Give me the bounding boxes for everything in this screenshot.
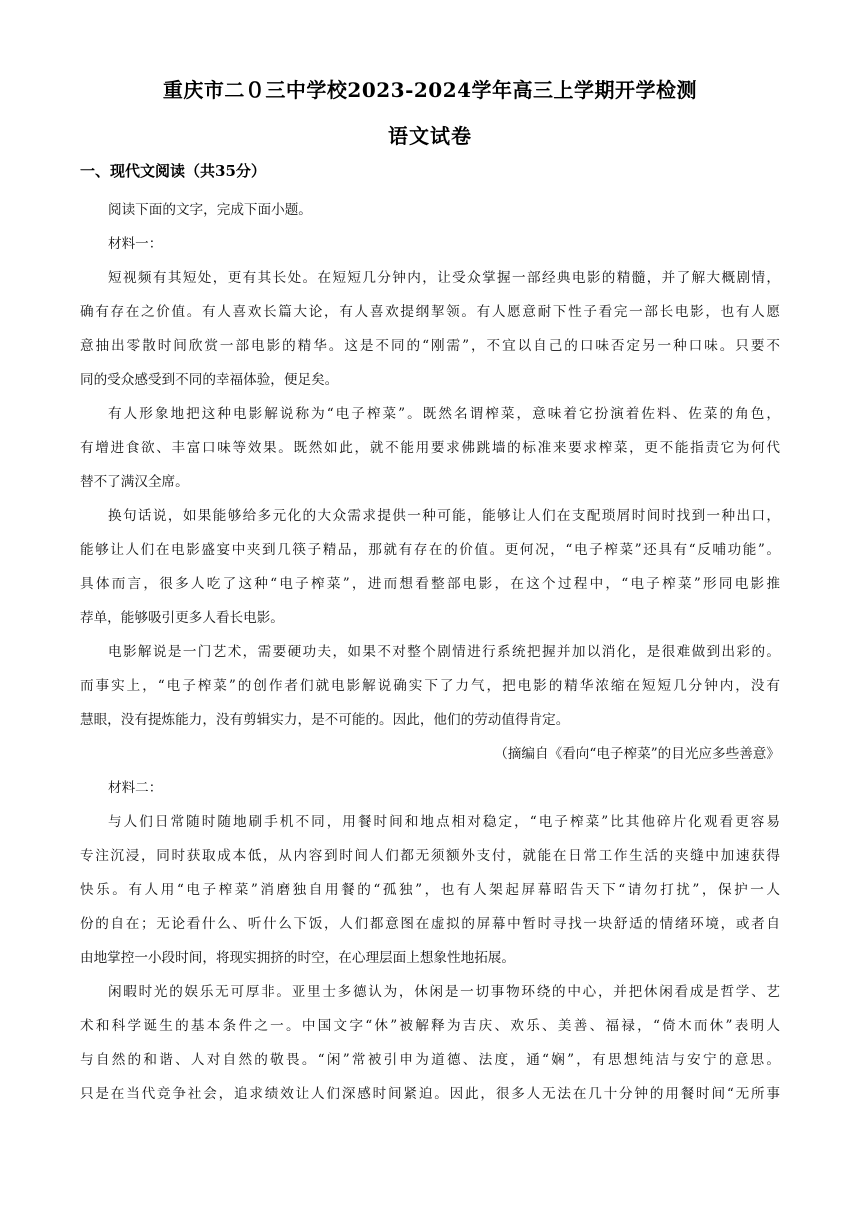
paragraph-line: 换句话说，如果能够给多元化的大众需求提供一种可能，能够让人们在支配琐屑时间时找到一种出口， <box>108 508 780 524</box>
section-heading: 一、现代文阅读（共35分） <box>80 162 266 180</box>
paragraph-line: 具体而言，很多人吃了这种“电子榨菜”，进而想看整部电影，在这个过程中，“电子榨菜”形同电影推 <box>80 576 780 592</box>
paragraph-line: 荐单，能够吸引更多人看长电影。 <box>80 610 284 626</box>
paragraph-line: 只是在当代竞争社会，追求绩效让人们深感时间紧迫。因此，很多人无法在几十分钟的用餐时间“无所事 <box>80 1086 780 1102</box>
paragraph-line: 快乐。有人用“电子榨菜”消磨独自用餐的“孤独”，也有人架起屏幕昭告天下“请勿打扰”，保护一人 <box>80 882 780 898</box>
material-label: 材料二： <box>108 780 163 796</box>
paragraph-line: 电影解说是一门艺术，需要硬功夫，如果不对整个剧情进行系统把握并加以消化，是很难做到出彩的。 <box>108 644 780 660</box>
instruction-line: 阅读下面的文字，完成下面小题。 <box>108 202 312 218</box>
paragraph-line: 确有存在之价值。有人喜欢长篇大论，有人喜欢提纲挈领。有人愿意耐下性子看完一部长电影，也有人愿 <box>80 304 780 320</box>
material-label: 材料一： <box>108 236 163 252</box>
paragraph-line: 有人形象地把这种电影解说称为“电子榨菜”。既然名谓榨菜，意味着它扮演着佐料、佐菜的角色， <box>108 406 780 422</box>
paragraph-line: 与人们日常随时随地刷手机不同，用餐时间和地点相对稳定，“电子榨菜”比其他碎片化观看更容易 <box>108 814 780 830</box>
paragraph-line: 专注沉浸，同时获取成本低，从内容到时间人们都无须额外支付，就能在日常工作生活的夹缝中加速获得 <box>80 848 780 864</box>
paragraph-line: 与自然的和谐、人对自然的敬畏。“闲”常被引申为道德、法度，通“娴”，有思想纯洁与安宁的意思。 <box>80 1052 780 1068</box>
paragraph-line: 短视频有其短处，更有其长处。在短短几分钟内，让受众掌握一部经典电影的精髓，并了解大概剧情， <box>108 270 780 286</box>
paragraph-line: 慧眼，没有提炼能力，没有剪辑实力，是不可能的。因此，他们的劳动值得肯定。 <box>80 712 570 728</box>
exam-title: 重庆市二０三中学校2023-2024学年高三上学期开学检测 <box>162 78 698 102</box>
source-citation: （摘编自《看向“电子榨菜”的目光应多些善意》 <box>494 746 780 762</box>
paragraph-line: 能够让人们在电影盛宴中夹到几筷子精品，那就有存在的价值。更何况，“电子榨菜”还具有“反哺功能”。 <box>80 542 780 558</box>
paragraph-line: 闲暇时光的娱乐无可厚非。亚里士多德认为，休闲是一切事物环绕的中心，并把休闲看成是哲学、艺 <box>108 984 780 1000</box>
paragraph-line: 同的受众感受到不同的幸福体验，便足矣。 <box>80 372 339 388</box>
paragraph-line: 术和科学诞生的基本条件之一。中国文字“休”被解释为吉庆、欢乐、美善、福禄，“倚木而休”表明人 <box>80 1018 780 1034</box>
paragraph-line: 而事实上，“电子榨菜”的创作者们就电影解说确实下了力气，把电影的精华浓缩在短短几分钟内，没有 <box>80 678 780 694</box>
paragraph-line: 意抽出零散时间欣赏一部电影的精华。这是不同的“刚需”，不宜以自己的口味否定另一种口味。只要不 <box>80 338 780 354</box>
paragraph-line: 有增进食欲、丰富口味等效果。既然如此，就不能用要求佛跳墙的标准来要求榨菜，更不能指责它为何代 <box>80 440 780 456</box>
paragraph-line: 由地掌控一小段时间，将现实拥挤的时空，在心理层面上想象性地拓展。 <box>80 950 515 966</box>
paragraph-line: 替不了满汉全席。 <box>80 474 189 490</box>
exam-subtitle: 语文试卷 <box>388 124 472 148</box>
paragraph-line: 份的自在；无论看什么、听什么下饭，人们都意图在虚拟的屏幕中暂时寻找一块舒适的情绪环境，或者自 <box>80 916 780 932</box>
